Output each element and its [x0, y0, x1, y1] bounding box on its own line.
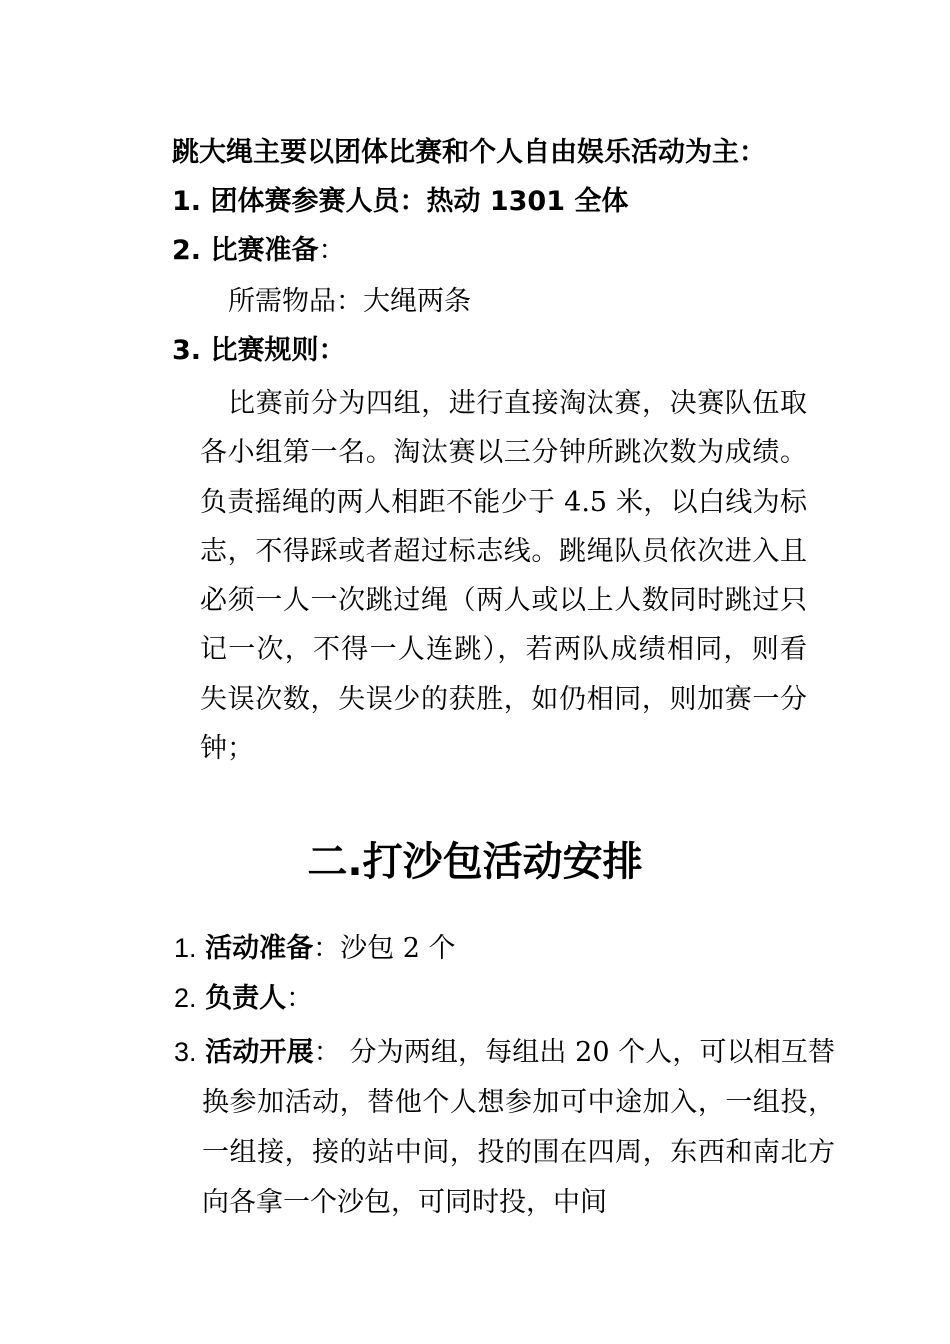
preparation-colon: ：: [318, 235, 346, 266]
preparation-detail: 所需物品：大绳两条: [228, 286, 471, 317]
list-item-participants: 1. 团体赛参赛人员：热动 1301 全体: [172, 186, 629, 217]
section-heading: 二.打沙包活动安排: [307, 839, 643, 885]
list-item-rules: 3. 比赛规则：: [172, 335, 346, 366]
person-in-charge-label: 负责人: [205, 983, 287, 1014]
list-item-activity-prep: [174, 928, 455, 968]
intro-line: 跳大绳主要以团体比赛和个人自由娱乐活动为主：: [172, 137, 766, 168]
preparation-label: 2. 比赛准备: [172, 235, 319, 266]
activity-prep-value: ：沙包 2 个: [313, 933, 456, 964]
list-item-activity-run: [174, 1027, 835, 1228]
activity-prep-label: 活动准备: [205, 933, 314, 964]
activity-run-label: 活动开展: [205, 1037, 314, 1068]
rules-paragraph: 比赛前分为四组，进行直接淘汰赛，决赛队伍取各小组第一名。淘汰赛以三分钟所跳次数为成绩。负责摇绳的两人相距不能少于 4.5 米，以白线为标志，不得踩或者超过标志线。跳绳队员依次进入且必须一人一次跳过绳（两人或以上人数同时跳过只记一次，不得一人连跳），若两队成绩相同，则看失误次数，失误少的获胜，如仍相同，则加赛一分钟；: [200, 388, 807, 765]
person-in-charge-number: 2.: [174, 983, 197, 1013]
list-item-preparation: [172, 231, 345, 271]
list-item-person-in-charge: [174, 978, 313, 1018]
activity-prep-number: 1.: [174, 933, 197, 963]
activity-run-value: ： 分为两组，每组出 20 个人，可以相互替换参加活动，替他个人想参加可中途加入，一组投，一组接，接的站中间，投的围在四周，东西和南北方向各拿一个沙包，可同时投，中间: [202, 1037, 835, 1218]
person-in-charge-value: ：: [286, 983, 314, 1014]
activity-run-number: 3.: [174, 1037, 197, 1067]
